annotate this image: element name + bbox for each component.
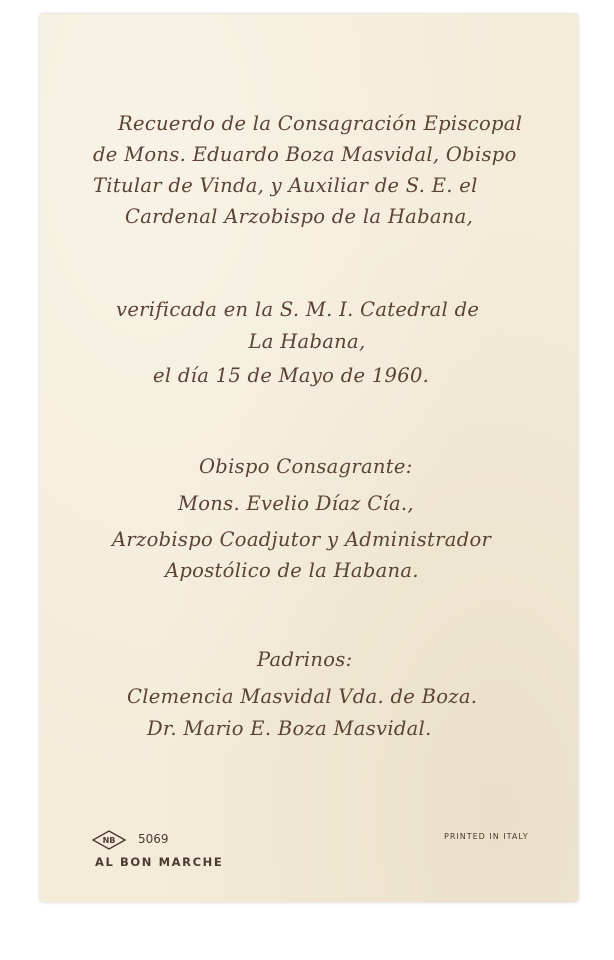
consecrator-heading: Obispo Consagrante:: [199, 455, 413, 478]
consecrator-name: Mons. Evelio Díaz Cía.,: [178, 492, 414, 515]
logo-text: NB: [102, 836, 116, 845]
intro-line-1: Recuerdo de la Consagración Episcopal: [118, 112, 523, 135]
godparent-name-1: Clemencia Masvidal Vda. de Boza.: [127, 685, 478, 708]
consecration-date: el día 15 de Mayo de 1960.: [153, 364, 430, 387]
intro-line-3: Titular de Vinda, y Auxiliar de S. E. el: [93, 174, 478, 197]
publisher-name: AL BON MARCHE: [95, 855, 224, 869]
printed-in-italy: PRINTED IN ITALY: [444, 832, 529, 841]
publisher-logo-icon: [92, 830, 126, 850]
place-line-2: La Habana,: [248, 330, 366, 353]
place-line-1: verificada en la S. M. I. Catedral de: [116, 298, 480, 321]
intro-line-4: Cardenal Arzobispo de la Habana,: [125, 205, 474, 228]
godparents-heading: Padrinos:: [257, 648, 353, 671]
consecrator-title-2: Apostólico de la Habana.: [165, 559, 419, 582]
intro-line-2: de Mons. Eduardo Boza Masvidal, Obispo: [93, 143, 517, 166]
card-code: 5069: [138, 832, 169, 846]
godparent-name-2: Dr. Mario E. Boza Masvidal.: [147, 717, 432, 740]
consecrator-title-1: Arzobispo Coadjutor y Administrador: [112, 528, 492, 551]
